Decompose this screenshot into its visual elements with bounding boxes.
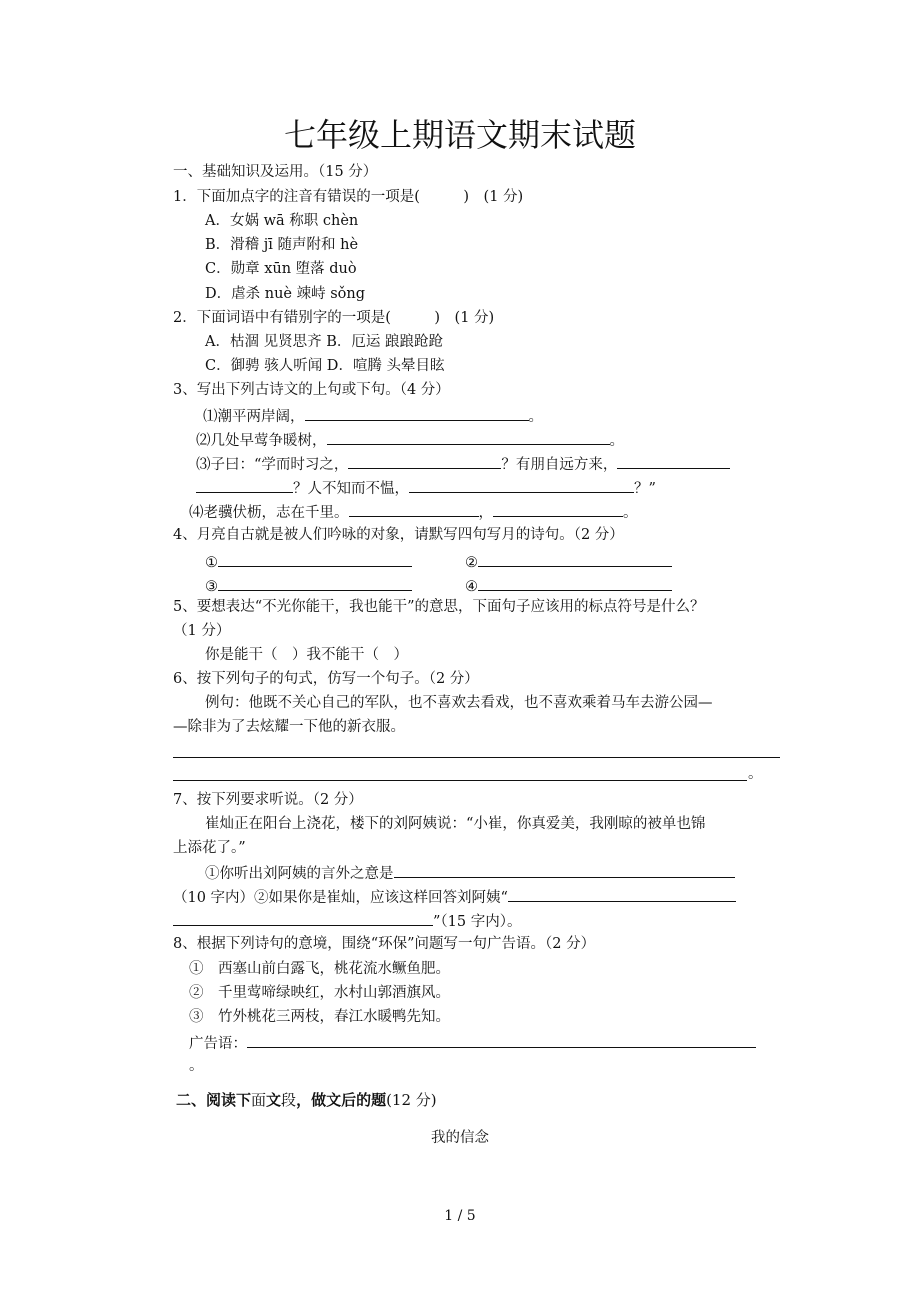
q3-line3: [196, 453, 730, 475]
q6-answer-line1[interactable]: [173, 757, 780, 758]
q4-mark-3: ③: [205, 579, 218, 595]
q3-p3-blank4[interactable]: [409, 477, 634, 493]
q3-p2-prompt: ⑵几处早莺争暖树，: [196, 433, 327, 449]
q1-option-c: C．勋章 xūn 堕落 duò: [205, 261, 357, 277]
q1-option-d: D．虐杀 nuè 竦峙 sǒng: [205, 286, 366, 302]
section2-heading-part3: 文: [266, 1091, 282, 1109]
q7-stem: 7、按下列要求听说。（2 分）: [173, 792, 363, 808]
q3-p3-line2-mid: ？人不知而不愠，: [293, 481, 409, 497]
q3-p1-end: 。: [528, 409, 543, 425]
q6-end-mark: 。: [748, 766, 763, 782]
q8-poem-1: ① 西塞山前白露飞，桃花流水鳜鱼肥。: [189, 961, 450, 977]
q3-line4: [196, 477, 656, 499]
q8-ad-blank[interactable]: [247, 1032, 756, 1048]
q3-p4-end: 。: [623, 505, 638, 521]
section2-heading-score: (12 分): [386, 1091, 437, 1109]
q5-stem-line1: 5、要想表达“不光你能干，我也能干”的意思，下面句子应该用的标点符号是什么？: [173, 599, 705, 615]
q3-p2-blank[interactable]: [327, 429, 610, 445]
q3-p1-blank[interactable]: [305, 405, 529, 421]
q3-p3-prompt: ⑶子曰：“学而时习之，: [196, 457, 349, 473]
q7-ask2-prompt: （10 字内）②如果你是崔灿，应该这样回答刘阿姨“: [173, 890, 508, 906]
q8-poem-3: ③ 竹外桃花三两枝，春江水暖鸭先知。: [189, 1009, 450, 1025]
q2-options-ab: A．枯涸 见贤思齐 B．厄运 踉踉跄跄: [205, 334, 443, 350]
q3-stem: 3、写出下列古诗文的上句或下句。（4 分）: [173, 382, 450, 398]
q4-blank-3[interactable]: [218, 575, 412, 591]
q3-p3-blank1[interactable]: [348, 453, 501, 469]
q4-line3: [205, 575, 412, 597]
q7-ask2-end: ”（15 字内）。: [433, 914, 522, 930]
q6-example-line2: —除非为了去炫耀一下他的新衣服。: [173, 719, 405, 735]
article-title: 我的信念: [431, 1130, 489, 1146]
section2-heading: [176, 1090, 437, 1110]
q8-ad-label: 广告语：: [189, 1036, 247, 1052]
q4-line4: [465, 575, 672, 597]
section1-heading: 一、基础知识及运用。（15 分）: [173, 164, 378, 180]
q4-mark-1: ①: [205, 555, 218, 571]
q3-p1-prompt: ⑴潮平两岸阔，: [203, 409, 305, 425]
q7-ask2-cont: [173, 910, 521, 932]
q8-poem-2: ② 千里莺啼绿映红，水村山郭酒旗风。: [189, 985, 450, 1001]
q7-ask2: [173, 886, 736, 908]
q3-p2-end: 。: [609, 433, 624, 449]
q3-line5: [189, 501, 638, 523]
q7-text-line2: 上添花了。”: [173, 840, 246, 856]
q4-mark-2: ②: [465, 555, 478, 571]
page-title: 七年级上期语文期末试题: [283, 116, 636, 154]
q8-end-mark: 。: [189, 1058, 204, 1074]
q3-p4-blank2[interactable]: [493, 501, 623, 517]
q1-stem: 1．下面加点字的注音有错误的一项是( ) (1 分): [173, 189, 524, 205]
q6-example-line1: 例句：他既不关心自己的军队，也不喜欢去看戏，也不喜欢乘着马车去游公园—: [205, 695, 713, 711]
q5-sentence: 你是能干（ ）我不能干（ ）: [205, 647, 408, 663]
q7-ask1: [205, 862, 735, 884]
section2-heading-part2: 面: [251, 1091, 267, 1109]
q3-p4-blank1[interactable]: [349, 501, 479, 517]
q3-line2: [196, 429, 624, 451]
q7-ask2-blank2[interactable]: [173, 910, 433, 926]
q3-p3-mid: ？有朋自远方来，: [501, 457, 618, 473]
q1-option-b: B．滑稽 jī 随声附和 hè: [205, 237, 359, 253]
q2-stem: 2．下面词语中有错别字的一项是( ) (1 分): [173, 310, 495, 326]
q3-line1: [203, 405, 543, 427]
q4-stem: 4、月亮自古就是被人们吟咏的对象，请默写四句写月的诗句。（2 分）: [173, 527, 624, 543]
q4-blank-4[interactable]: [478, 575, 672, 591]
q8-stem: 8、根据下列诗句的意境，围绕“环保”问题写一句广告语。（2 分）: [173, 936, 596, 952]
q7-ask1-prompt: ①你听出刘阿姨的言外之意是: [205, 866, 394, 882]
q4-line1: [205, 551, 412, 573]
q1-option-a: A．女娲 wā 称职 chèn: [205, 213, 359, 229]
q3-p4-prompt: ⑷老骥伏枥，志在千里。: [189, 505, 349, 521]
q3-p3-blank2[interactable]: [617, 453, 730, 469]
q3-p3-line2-end: ？”: [634, 481, 656, 497]
q7-text-line1: 崔灿正在阳台上浇花，楼下的刘阿姨说：“小崔，你真爱美，我刚晾的被单也锦: [205, 816, 706, 832]
q5-stem-line2: （1 分）: [173, 623, 231, 639]
section2-heading-part1: 二、阅读下: [176, 1091, 252, 1109]
q3-p4-mid: ，: [478, 505, 493, 521]
q8-ad-line: [189, 1032, 756, 1054]
section2-heading-part5: ，做文后的题: [296, 1091, 387, 1109]
q7-ask1-blank[interactable]: [394, 862, 735, 878]
page-number: 1 / 5: [444, 1208, 476, 1224]
q4-line2: [465, 551, 672, 573]
section2-heading-part4: 段: [281, 1091, 297, 1109]
q4-blank-2[interactable]: [478, 551, 672, 567]
q6-stem: 6、按下列句子的句式，仿写一个句子。（2 分）: [173, 671, 479, 687]
q4-mark-4: ④: [465, 579, 478, 595]
q6-answer-line2[interactable]: [173, 780, 747, 781]
q3-p3-blank3[interactable]: [196, 477, 293, 493]
q4-blank-1[interactable]: [218, 551, 412, 567]
q7-ask2-blank1[interactable]: [508, 886, 736, 902]
q2-options-cd: C．御骋 骇人听闻 D．喧腾 头晕目眩: [205, 358, 445, 374]
